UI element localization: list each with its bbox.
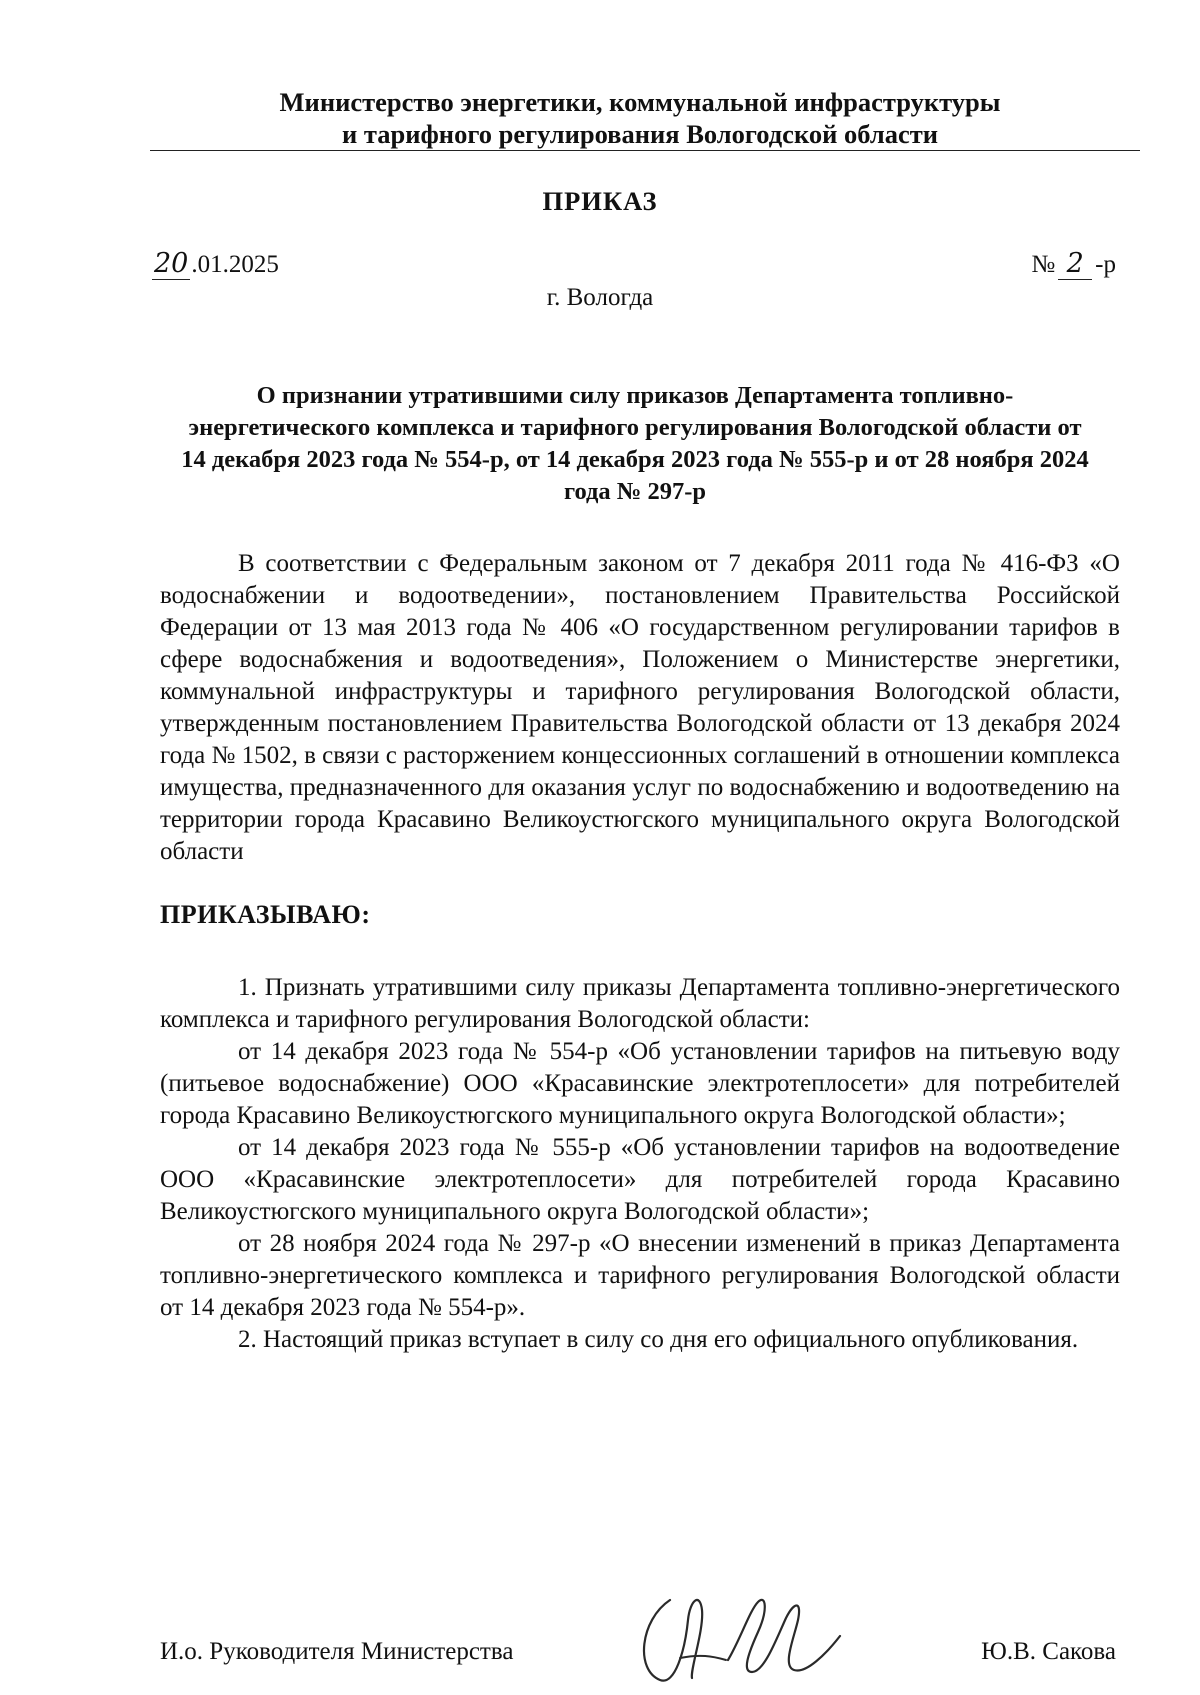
- document-subject: О признании утратившими силу приказов Департамента топливно-энергетического комплекса и тарифного регулирования Вологодской области от 14 декабря 2023 года № 554-р, от 14 декабря 2023 года № 555-р и от 28 ноября 2024 года № 297-р: [181, 382, 1089, 505]
- order-word: ПРИКАЗЫВАЮ:: [160, 900, 371, 929]
- number-suffix: -р: [1095, 251, 1116, 278]
- document-number: [1031, 248, 1116, 280]
- item-2: 2. Настоящий приказ вступает в силу со дня его официального опубликования.: [238, 1326, 1079, 1353]
- preamble-section: [160, 548, 1120, 868]
- ministry-line-2: и тарифного регулирования Вологодской области: [341, 119, 939, 149]
- signer-name: Ю.В. Сакова: [981, 1638, 1116, 1665]
- number-prefix: №: [1031, 251, 1056, 278]
- sub-item-1: от 14 декабря 2023 года № 554-р «Об установлении тарифов на питьевую воду (питьевое водоснабжение) ООО «Красавинские электротеплосети» для потребителей города Красавино Великоустюгского муниципального округа Вологодской области»;: [160, 1038, 1120, 1129]
- signer-title: И.о. Руководителя Министерства: [160, 1638, 514, 1665]
- document-date: [152, 248, 279, 280]
- preamble-paragraph: В соответствии с Федеральным законом от 7 декабря 2011 года № 416-ФЗ «О водоснабжении и водоотведении», постановлением Правительства Российской Федерации от 13 мая 2013 года № 406 «О государственном регулировании тарифов в сфере водоснабжения и водоотведения», Положением о Министерстве энергетики, коммунальной инфраструктуры и тарифного регулирования Вологодской области, утвержденным постановлением Правительства Вологодской области от 13 декабря 2024 года № 1502, в связи с расторжением концессионных соглашений в отношении комплекса имущества, предназначенного для оказания услуг по водоснабжению и водоотведению на территории города Красавино Великоустюгского муниципального округа Вологодской области: [160, 550, 1120, 865]
- date-rest: .01.2025: [191, 251, 279, 278]
- sub-item-2: от 14 декабря 2023 года № 555-р «Об установлении тарифов на водоотведение ООО «Красавинские электротеплосети» для потребителей города Красавино Великоустюгского муниципального округа Вологодской области»;: [160, 1134, 1120, 1225]
- order-items: [160, 972, 1120, 1356]
- number-handwritten: 2: [1058, 248, 1092, 280]
- sub-item-3: от 28 ноября 2024 года № 297-р «О внесении изменений в приказ Департамента топливно-энергетического комплекса и тарифного регулирования Вологодской области от 14 декабря 2023 года № 554-р».: [160, 1230, 1120, 1321]
- handwritten-signature: [630, 1580, 850, 1690]
- header-rule: [150, 150, 1140, 151]
- item-1: 1. Признать утратившими силу приказы Департамента топливно-энергетического комплекса и тарифного регулирования Вологодской области:: [160, 974, 1120, 1033]
- date-day-handwritten: 20: [154, 248, 189, 279]
- document-type: ПРИКАЗ: [542, 186, 658, 216]
- ministry-header: [140, 86, 1140, 150]
- city: г. Вологда: [546, 284, 654, 311]
- ministry-line-1: Министерство энергетики, коммунальной инфраструктуры: [279, 87, 1001, 117]
